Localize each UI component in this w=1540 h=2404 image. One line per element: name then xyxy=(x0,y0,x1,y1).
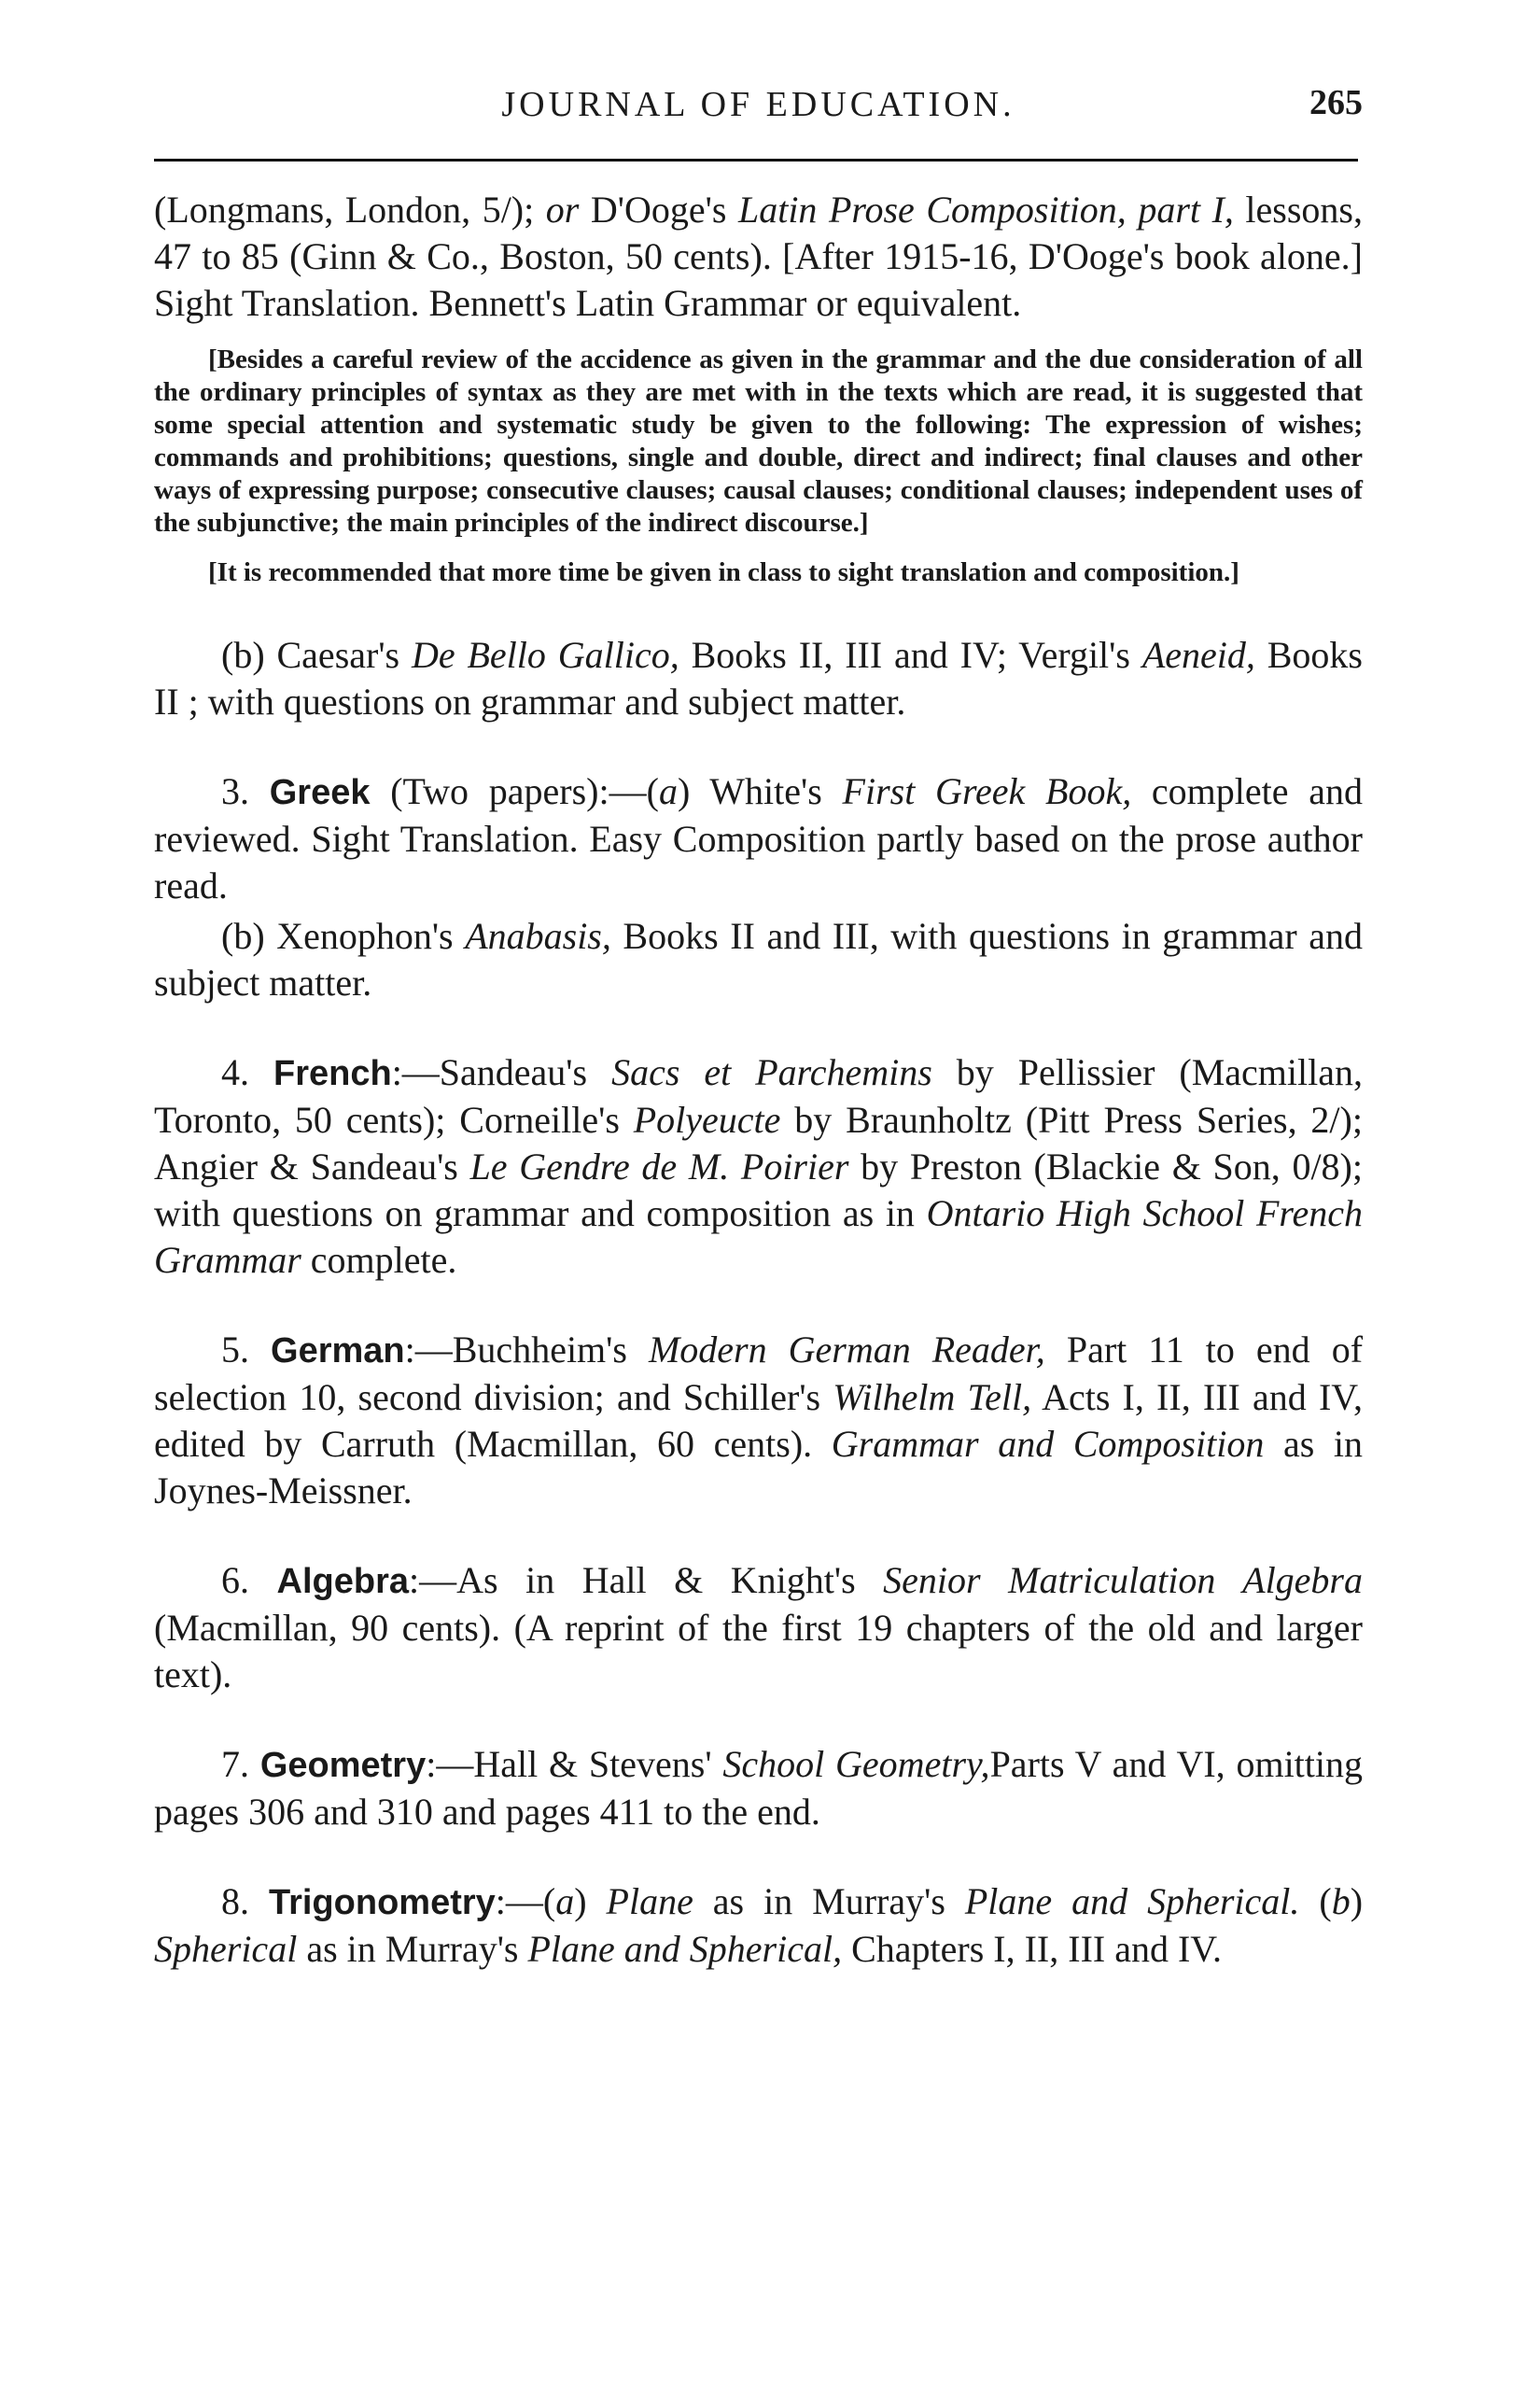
text-run: (Macmillan, 90 cents). (A reprint of the first 19 chapters of the old and larger text). xyxy=(154,1607,1363,1695)
section-number: 3. xyxy=(221,770,249,812)
page-body xyxy=(154,187,1363,1989)
section-german xyxy=(154,1327,1363,1514)
note-besides: [Besides a careful review of the accidence as given in the grammar and the due consideration of all the ordinary principles of syntax as they are met with in the texts which are read, it is suggested that some special attention and systematic study be given to the following: The expression of wishes; commands and prohibitions; questions, single and double, direct and indirect; final clauses and other ways of expressing purpose; consecutive clauses; causal clauses; conditional clauses; independent uses of the subjunctive; the main principles of the indirect discourse.] xyxy=(154,344,1363,538)
text-run: by Braunholtz (Pitt Press Series, 2/); Angier & Sandeau's xyxy=(154,1099,1363,1188)
text-run: (Longmans, London, 5/); xyxy=(154,189,546,231)
text-run: Xenophon's xyxy=(264,915,466,957)
text-run: ( xyxy=(1299,1880,1332,1922)
section-heading: Algebra xyxy=(276,1562,410,1601)
latin-continued-paragraph xyxy=(154,187,1363,327)
text-run: :—Buchheim's xyxy=(404,1329,649,1371)
book-title: Grammar and Composition xyxy=(831,1423,1265,1465)
running-title: JOURNAL OF EDUCATION. xyxy=(501,85,1015,124)
text-run: by Preston (Blackie & Son, 0/8); with questions on grammar and composition as in xyxy=(154,1146,1363,1234)
text-run: as in Murray's xyxy=(693,1880,965,1922)
text-run: ) xyxy=(1350,1880,1364,1922)
section-greek-b xyxy=(154,913,1363,1006)
text-run: :—Hall & Stevens' xyxy=(426,1743,723,1785)
section-heading: French xyxy=(273,1054,392,1093)
book-title: Plane and Spherical, xyxy=(527,1928,843,1970)
section-heading: Greek xyxy=(269,773,371,812)
text-run: lessons, 47 to 85 (Ginn & Co., Boston, 50 cents). [After 1915-16, D'Ooge's book alone.] Sight Translation. Bennett's Latin Grammar or equivalent. xyxy=(154,189,1363,324)
book-title: School Geometry, xyxy=(722,1743,990,1785)
page-header xyxy=(154,84,1363,140)
section-heading: Trigonometry xyxy=(268,1883,496,1922)
text-run: :—( xyxy=(495,1880,556,1922)
text-run: complete. xyxy=(301,1239,457,1281)
spacer xyxy=(154,1023,1363,1049)
text-run: Chapters I, II, III and IV. xyxy=(842,1928,1223,1970)
book-title: Senior Matriculation Algebra xyxy=(883,1559,1363,1601)
section-algebra xyxy=(154,1557,1363,1698)
section-number: 8. xyxy=(221,1880,249,1922)
section-number: 6. xyxy=(221,1559,249,1601)
item-label: a xyxy=(658,770,678,812)
book-title: De Bello Gallico, xyxy=(411,634,679,676)
spacer xyxy=(154,1531,1363,1557)
text-run: Books II ; with questions on grammar and subject matter. xyxy=(154,634,1363,723)
text-run: Caesar's xyxy=(264,634,412,676)
book-title: Spherical xyxy=(154,1928,298,1970)
text-run: ) xyxy=(574,1880,607,1922)
header-rule xyxy=(154,159,1358,162)
section-french xyxy=(154,1049,1363,1284)
section-geometry xyxy=(154,1741,1363,1835)
text-run: Part 11 to end of selection 10, second division; and Schiller's xyxy=(154,1329,1364,1418)
book-title: Modern German Reader, xyxy=(648,1329,1045,1371)
book-title: Anabasis, xyxy=(465,915,611,957)
book-title: Polyeucte xyxy=(633,1099,781,1141)
text-run: Books II and III, with questions in grammar and subject matter. xyxy=(154,915,1363,1004)
text-run: Acts I, II, III and IV, edited by Carruth (Macmillan, 60 cents). xyxy=(154,1376,1363,1465)
section-number: 4. xyxy=(221,1051,249,1093)
text-run: :—Sandeau's xyxy=(391,1051,612,1093)
text-run: Books II, III and IV; Vergil's xyxy=(679,634,1142,676)
text-run: :—As in Hall & Knight's xyxy=(409,1559,884,1601)
section-trigonometry xyxy=(154,1878,1363,1973)
note-sight-translation: [It is recommended that more time be given in class to sight translation and composition.] xyxy=(208,557,1239,587)
book-title: Sacs et Parchemins xyxy=(611,1051,932,1093)
book-title: First Greek Book, xyxy=(842,770,1132,812)
text-run: D'Ooge's xyxy=(579,189,738,231)
book-title: Le Gendre de M. Poirier xyxy=(469,1146,849,1188)
text-run: complete and reviewed. Sight Translation. Easy Composition partly based on the prose author read. xyxy=(154,770,1364,907)
spacer xyxy=(154,742,1363,768)
section-number: 7. xyxy=(221,1743,249,1785)
text-run: Parts V and VI, omitting pages 306 and 310 and pages 411 to the end. xyxy=(154,1743,1364,1833)
section-greek-a xyxy=(154,768,1363,909)
item-label: b xyxy=(1331,1880,1351,1922)
page-number: 265 xyxy=(1309,83,1363,122)
book-title: Plane and Spherical. xyxy=(964,1880,1300,1922)
item-label: (b) xyxy=(221,915,265,957)
text-run: as in Murray's xyxy=(297,1928,528,1970)
text-run: or xyxy=(545,189,580,231)
item-label: (b) xyxy=(221,634,265,676)
section-number: 5. xyxy=(221,1329,249,1371)
latin-part-b xyxy=(154,632,1363,725)
spacer xyxy=(154,1852,1363,1878)
book-title: Wilhelm Tell, xyxy=(833,1376,1032,1418)
book-title: Aeneid, xyxy=(1141,634,1255,676)
section-heading: German xyxy=(271,1331,405,1371)
text-run: as in Joynes-Meissner. xyxy=(154,1423,1364,1511)
item-label: a xyxy=(555,1880,575,1922)
book-title: Plane xyxy=(606,1880,693,1922)
text-run: by Pellissier (Macmillan, Toronto, 50 cents); Corneille's xyxy=(154,1051,1363,1141)
section-heading: Geometry xyxy=(259,1746,427,1785)
spacer xyxy=(154,606,1363,632)
spacer xyxy=(154,1300,1363,1327)
book-title: Latin Prose Composition, part I, xyxy=(737,189,1234,231)
spacer xyxy=(154,1715,1363,1741)
text-run: (Two papers):—( xyxy=(370,770,659,812)
text-run: ) White's xyxy=(677,770,843,812)
book-title: Ontario High School French Grammar xyxy=(154,1192,1364,1281)
